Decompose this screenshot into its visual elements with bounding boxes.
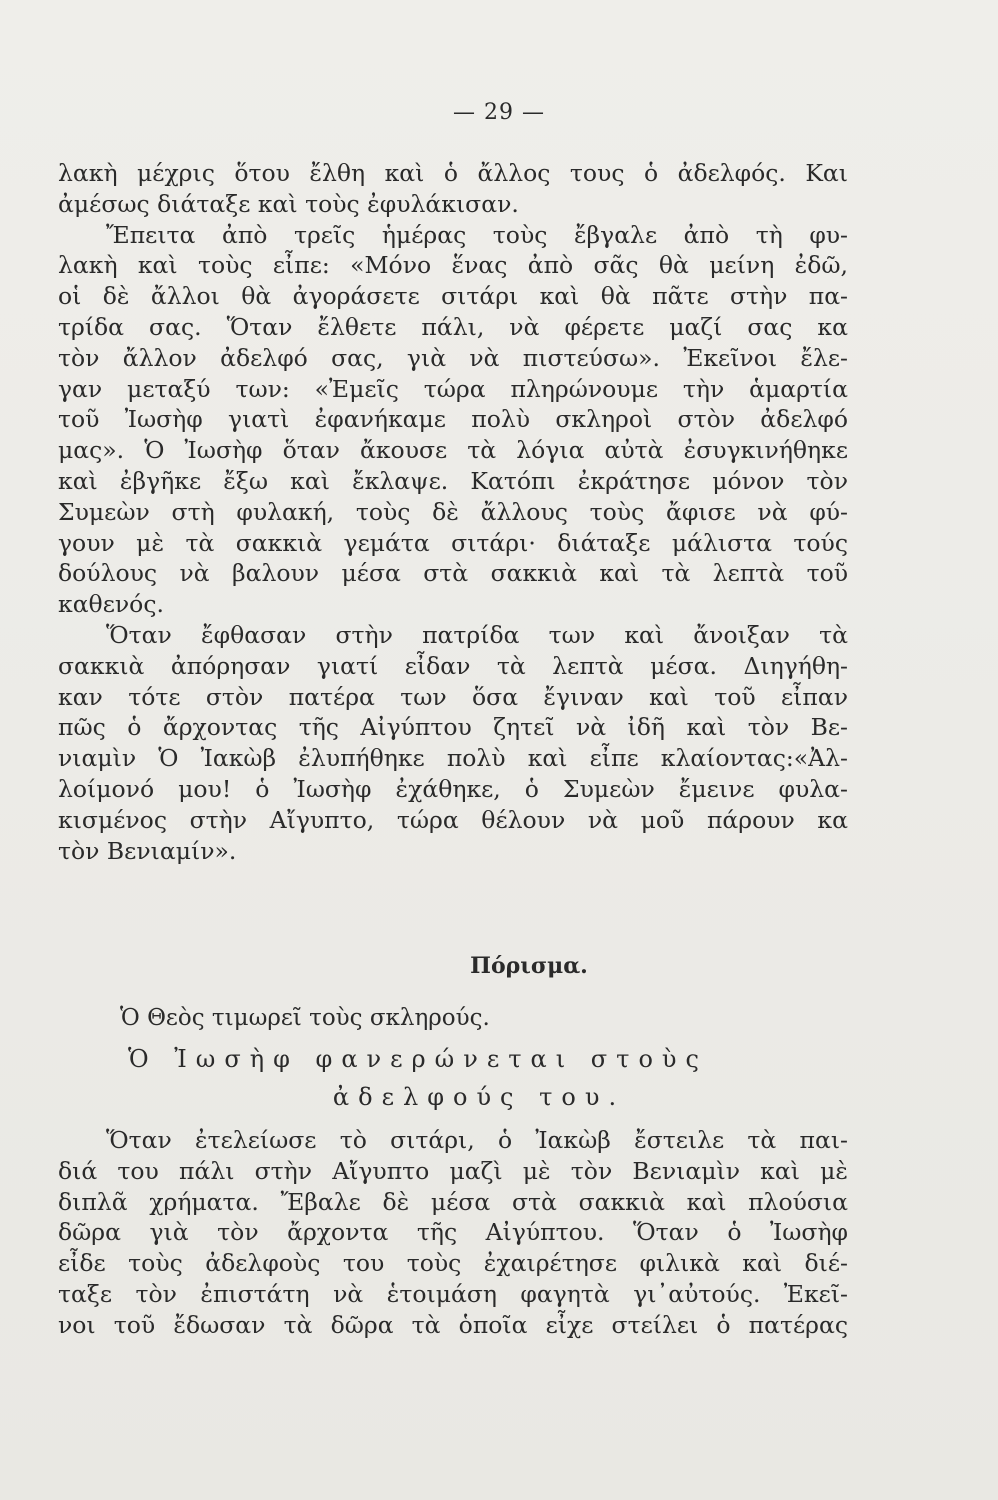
text-line: Συμεὼν στὴ φυλακή, τοὺς δὲ ἄλλους τοὺς ἄφισε νὰ φύ- <box>58 497 848 526</box>
text-line: λακὴ καὶ τοὺς εἶπε: «Μόνο ἕνας ἀπὸ σᾶς θὰ μείνη ἐδῶ, <box>58 251 848 280</box>
text-line: πῶς ὁ ἄρχοντας τῆς Αἰγύπτου ζητεῖ νὰ ἰδῆ καὶ τὸν Βε- <box>58 713 848 742</box>
porisma-heading <box>0 953 998 979</box>
paragraph-2 <box>58 1125 848 1341</box>
text-line: τὸν ἄλλον ἀδελφό σας, γιὰ νὰ πιστεύσω». Ἐκεῖνοι ἔλε- <box>58 343 848 372</box>
text-line: ἀμέσως διάταξε καὶ τοὺς ἐφυλάκισαν. <box>58 189 519 218</box>
text-line: Ὅταν ἔφθασαν στὴν πατρίδα των καὶ ἄνοιξαν τὰ <box>106 620 848 649</box>
text-line: μας». Ὁ Ἰωσὴφ ὅταν ἄκουσε τὰ λόγια αὐτὰ ἐσυγκινήθηκε <box>58 436 848 465</box>
text-line: ταξε τὸν ἐπιστάτη νὰ ἑτοιμάση φαγητὰ γι᾽αὐτούς. Ἐκεῖ- <box>58 1279 848 1308</box>
maxim: Ὁ Θεὸς τιμωρεῖ τοὺς σκληρούς. <box>120 1005 490 1031</box>
text-line: γαν μεταξύ των: «Ἐμεῖς τώρα πληρώνουμε τὴν ἁμαρτία <box>58 374 848 403</box>
text-line: καθενός. <box>58 590 164 619</box>
text-line: νοι τοῦ ἔδωσαν τὰ δῶρα τὰ ὁποῖα εἶχε στείλει ὁ πατέρας <box>58 1310 848 1339</box>
page-number: — 29 — <box>453 100 545 125</box>
text-line: γουν μὲ τὰ σακκιὰ γεμάτα σιτάρι· διάταξε μάλιστα τούς <box>58 528 848 557</box>
text-line: τὸν Βενιαμίν». <box>58 836 237 865</box>
section-title-line-1: Ὁ Ἰωσὴφ φανερώνεται στοὺς <box>128 1045 708 1073</box>
text-line: Ἔπειτα ἀπὸ τρεῖς ἡμέρας τοὺς ἔβγαλε ἀπὸ τὴ φυ- <box>106 220 848 249</box>
text-line: οἱ δὲ ἄλλοι θὰ ἀγοράσετε σιτάρι καὶ θὰ πᾶτε στὴν πα- <box>58 282 848 311</box>
text-line: καν τότε στὸν πατέρα των ὅσα ἔγιναν καὶ τοῦ εἶπαν <box>58 682 848 711</box>
text-line: λοίμονό μου! ὁ Ἰωσὴφ ἐχάθηκε, ὁ Συμεὼν ἔμεινε φυλα- <box>58 774 848 803</box>
text-line: κισμένος στὴν Αἴγυπτο, τώρα θέλουν νὰ μοῦ πάρουν κα <box>58 805 848 834</box>
text-line: εἶδε τοὺς ἀδελφοὺς του τοὺς ἐχαιρέτησε φιλικὰ καὶ διέ- <box>58 1249 848 1278</box>
text-line: καὶ ἐβγῆκε ἔξω καὶ ἔκλαψε. Κατόπι ἐκράτησε μόνον τὸν <box>58 466 848 495</box>
text-line: τρίδα σας. Ὅταν ἔλθετε πάλι, νὰ φέρετε μαζί σας κα <box>58 312 848 341</box>
porisma-heading-text: Πόρισμα. <box>470 953 588 979</box>
text-line: διπλᾶ χρήματα. Ἔβαλε δὲ μέσα στὰ σακκιὰ καὶ πλούσια <box>58 1187 848 1216</box>
text-line: δούλους νὰ βαλουν μέσα στὰ σακκιὰ καὶ τὰ λεπτὰ τοῦ <box>58 559 848 588</box>
section-title-line-2: ἀδελφούς του. <box>332 1083 626 1111</box>
text-line: λακὴ μέχρις ὅτου ἔλθη καὶ ὁ ἄλλος τους ὁ ἀδελφός. Και <box>58 159 848 187</box>
section-title <box>0 1040 998 1116</box>
paragraph-1 <box>58 158 848 866</box>
text-line: Ὅταν ἐτελείωσε τὸ σιτάρι, ὁ Ἰακὼβ ἔστειλε τὰ παι- <box>106 1126 848 1154</box>
text-line: νιαμὶν Ὁ Ἰακὼβ ἐλυπήθηκε πολὺ καὶ εἶπε κλαίοντας:«Ἀλ- <box>58 744 848 773</box>
text-line: τοῦ Ἰωσὴφ γιατὶ ἐφανήκαμε πολὺ σκληροὶ στὸν ἀδελφό <box>58 405 848 434</box>
text-line: δῶρα γιὰ τὸν ἄρχοντα τῆς Αἰγύπτου. Ὅταν ὁ Ἰωσὴφ <box>58 1218 848 1247</box>
text-line: σακκιὰ ἀπόρησαν γιατί εἶδαν τὰ λεπτὰ μέσα. Διηγήθη- <box>58 651 848 680</box>
text-line: διά του πάλι στὴν Αἴγυπτο μαζὶ μὲ τὸν Βενιαμὶν καὶ μὲ <box>58 1156 848 1185</box>
